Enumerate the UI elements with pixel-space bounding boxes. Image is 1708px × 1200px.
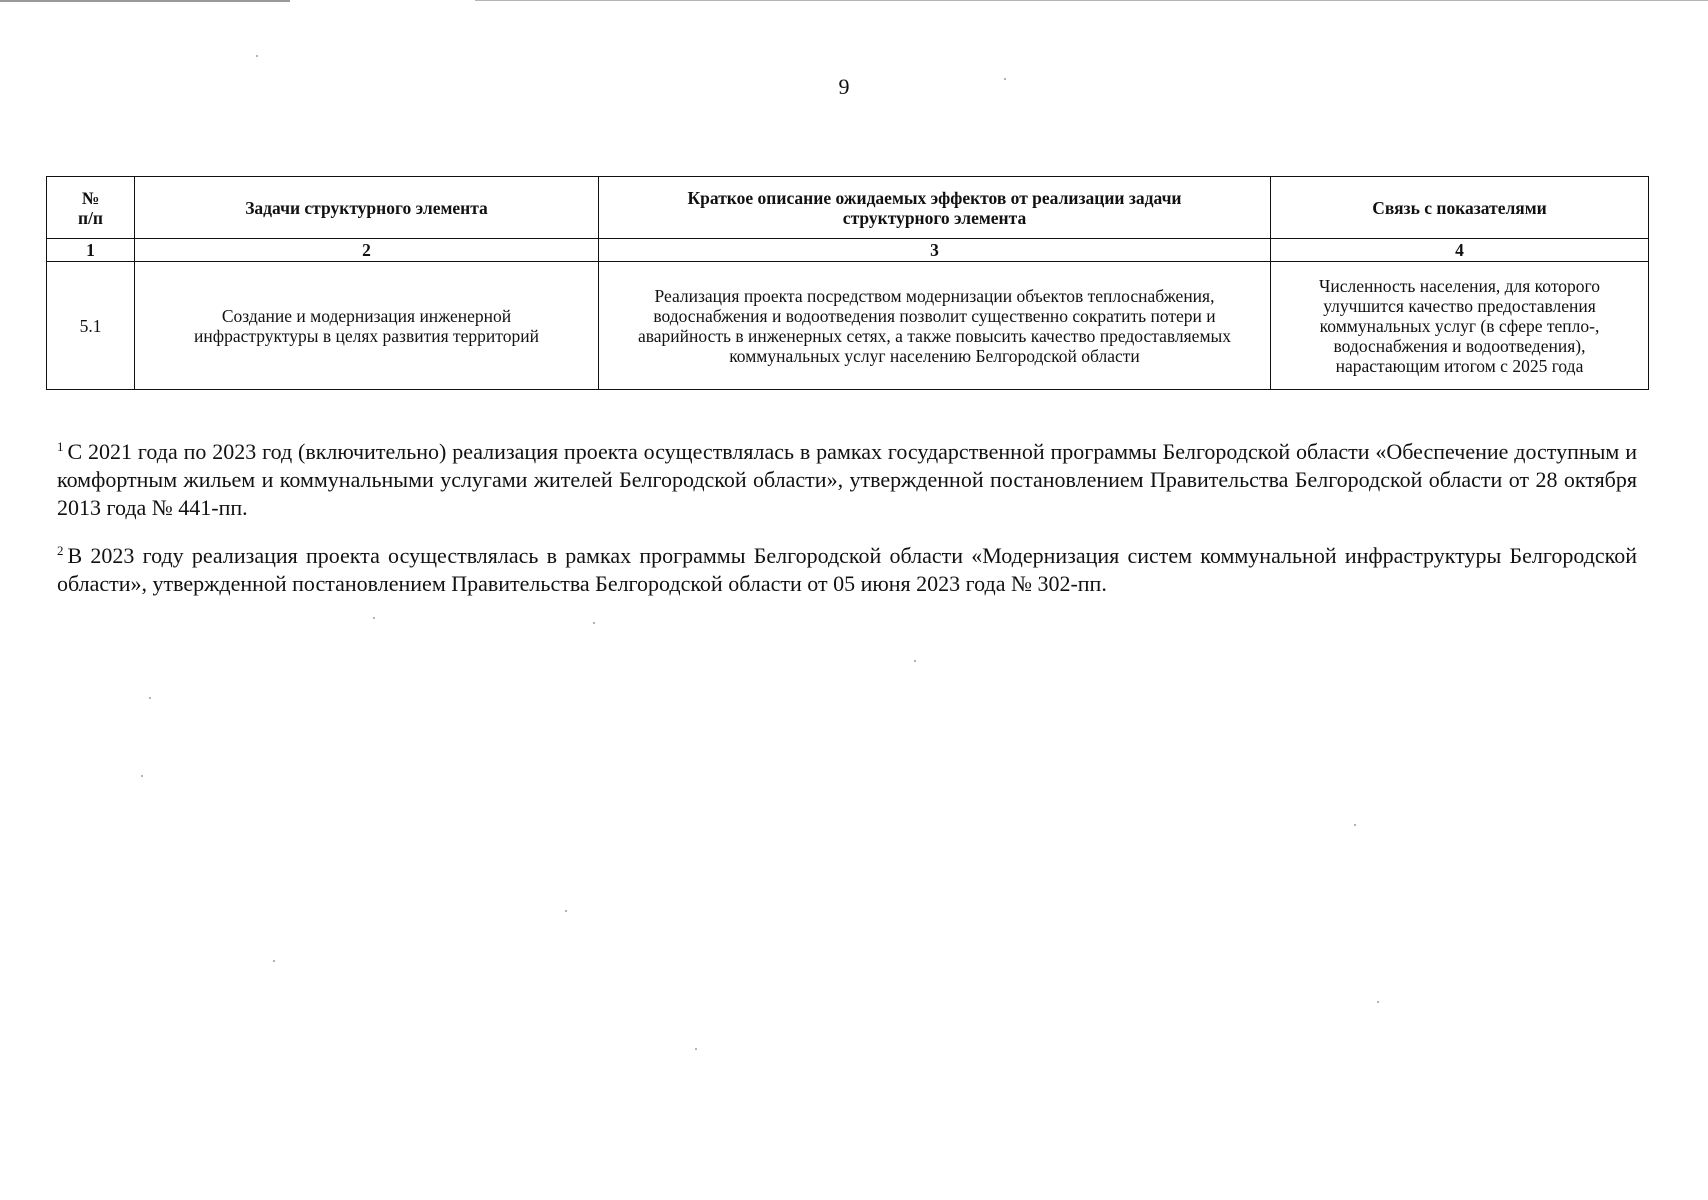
header-number [47,177,135,239]
column-number-2: 2 [135,239,599,262]
header-task: Задачи структурного элемента [135,177,599,239]
scan-speck [695,1048,697,1050]
footnote-2-text: В 2023 году реализация проекта осуществлялась в рамках программы Белгородской области «Модернизация систем коммунальной инфраструктуры Белгородской области», утвержденной постановлением Правительства Белгородской области от 05 июня 2023 года № 302-пп. [57,543,1637,596]
scan-speck [914,660,916,662]
header-indicator-link: Связь с показателями [1271,177,1649,239]
footnote-1-text: С 2021 года по 2023 год (включительно) реализация проекта осуществлялась в рамках государственной программы Белгородской области «Обеспечение доступным и комфортным жильем и коммунальными услугами жителей Белгородской области», утвержденной постановлением Правительства Белгородской области от 28 октября 2013 года № 441-пп. [57,439,1637,520]
footnote-2-mark: 2 [57,543,64,558]
scan-speck [373,617,375,619]
scan-speck [565,910,567,912]
header-description: Краткое описание ожидаемых эффектов от реализации задачи структурного элемента [599,177,1271,239]
scan-speck [149,697,151,699]
scan-speck [1004,78,1006,80]
footnote-1 [57,433,1637,522]
scan-speck [593,622,595,624]
column-number-row [47,239,1649,262]
row-number: 5.1 [47,262,135,390]
structural-elements-table [46,176,1649,390]
table-row [47,262,1649,390]
scan-border-top-right [475,0,1708,1]
page-number: 9 [838,74,850,99]
scan-speck [1354,824,1356,826]
column-number-3: 3 [599,239,1271,262]
scan-speck [256,55,258,57]
row-task: Создание и модернизация инженерной инфраструктуры в целях развития территорий [135,262,599,390]
scan-speck [273,960,275,962]
scan-border-top-left [0,0,290,2]
scan-speck [1377,1001,1379,1003]
column-number-4: 4 [1271,239,1649,262]
footnote-2 [57,537,1637,598]
column-number-1: 1 [47,239,135,262]
header-number-label: № п/п [77,187,104,228]
row-description: Реализация проекта посредством модернизации объектов теплоснабжения, водоснабжения и водоотведения позволит существенно сократить потери и аварийность в инженерных сетях, а также повысить качество предоставляемых коммунальных услуг населению Белгородской области [599,262,1271,390]
scan-speck [141,775,143,777]
table-header-row [47,177,1649,239]
footnote-1-mark: 1 [57,439,64,454]
row-indicator: Численность населения, для которого улучшится качество предоставления коммунальных услуг (в сфере тепло-, водоснабжения и водоотведения), нарастающим итогом с 2025 года [1271,262,1649,390]
